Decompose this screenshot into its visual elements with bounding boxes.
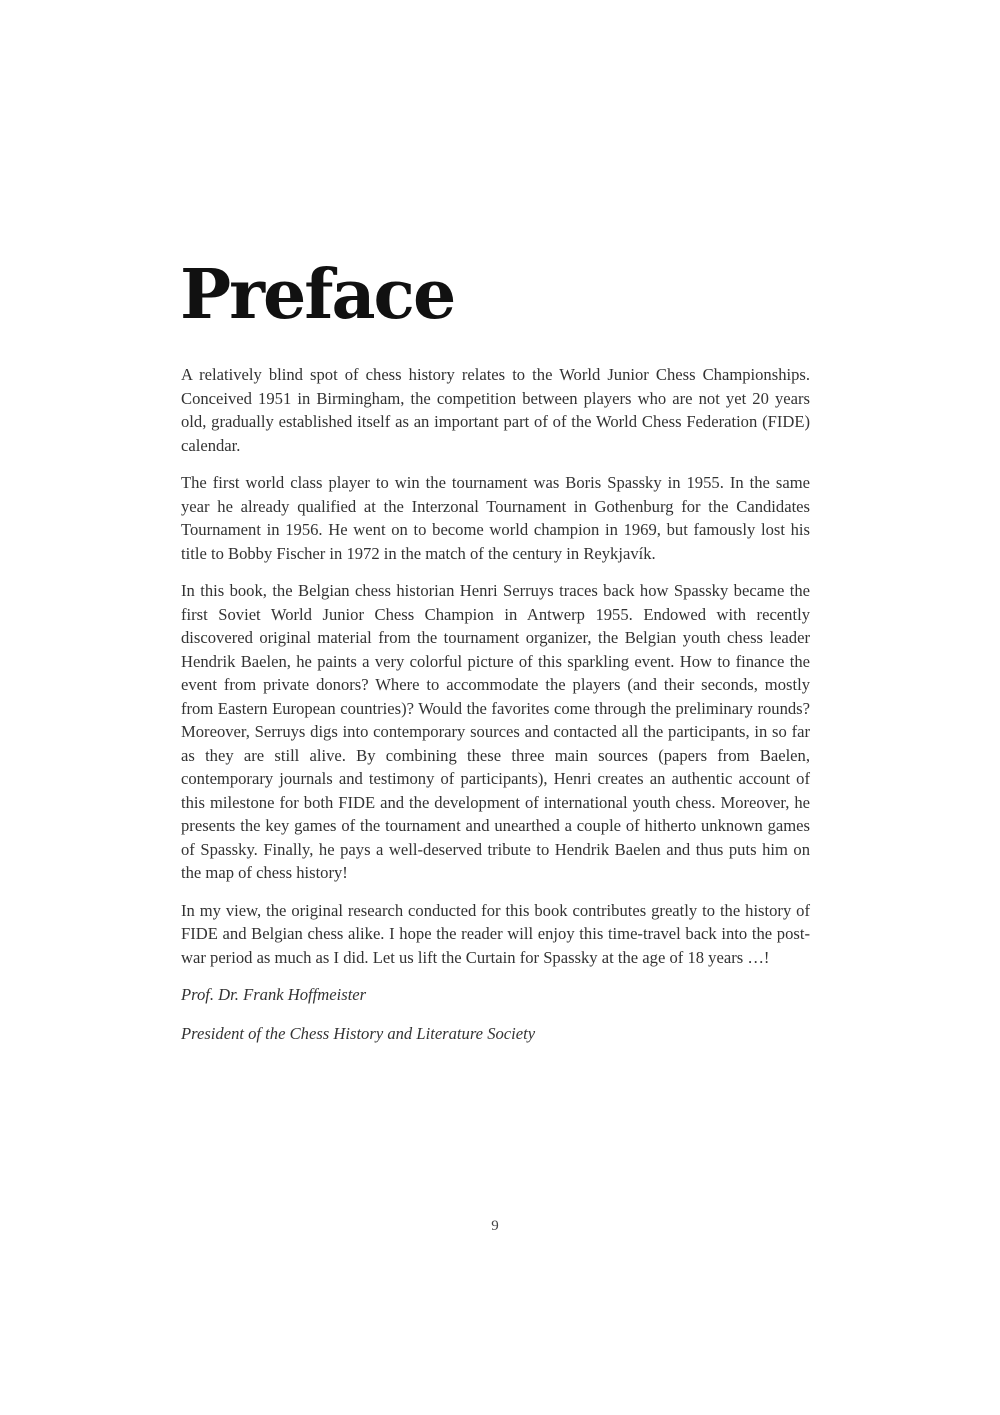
paragraph-3: In this book, the Belgian chess historian Henri Serruys traces back how Spassky became the first Soviet World Junior Chess Champion in Antwerp 1955. Endowed with recently discovered original material from the tournament organizer, the Belgian youth chess leader Hendrik Baelen, he paints a very colorful picture of this sparkling event. How to finance the event from private donors? Where to accommodate the players (and their seconds, mostly from Eastern European countries)? Would the favorites come through the preliminary rounds? Moreover, Serruys digs into contemporary sources and contacted all the participants, in so far as they are still alive. By combining these three main sources (papers from Baelen, contemporary journals and testimony of participants), Henri creates an authentic account of this milestone for both FIDE and the development of international youth chess. Moreover, he presents the key games of the tournament and unearthed a couple of hitherto unknown games of Spassky. Finally, he pays a well-deserved tribute to Hendrik Baelen and thus puts him on the map of chess history! [181,581,810,882]
signature-role: President of the Chess History and Literature Society [181,1023,536,1043]
signature-name: Prof. Dr. Frank Hoffmeister [181,985,367,1004]
page-number: 9 [491,1218,499,1234]
paragraph-2: The first world class player to win the tournament was Boris Spassky in 1955. In the same year he already qualified at the Interzonal Tournament in Gothenburg for the Candidates Tournament in 1956. He went on to become world champion in 1969, but famously lost his title to Bobby Fischer in 1972 in the match of the century in Reykjavík. [181,473,810,563]
paragraph-4: In my view, the original research conducted for this book contributes greatly to the history of FIDE and Belgian chess alike. I hope the reader will enjoy this time-travel back into the post-war period as much as I did. Let us lift the Curtain for Spassky at the age of 18 years …! [181,900,810,967]
paragraph-1: A relatively blind spot of chess history relates to the World Junior Chess Championships. Conceived 1951 in Birmingham, the competition between players who are not yet 20 years old, gradually established itself as an important part of of the World Chess Federation (FIDE) calendar. [181,365,810,455]
page-title: Preface [180,255,455,335]
preface-body [181,363,810,1059]
